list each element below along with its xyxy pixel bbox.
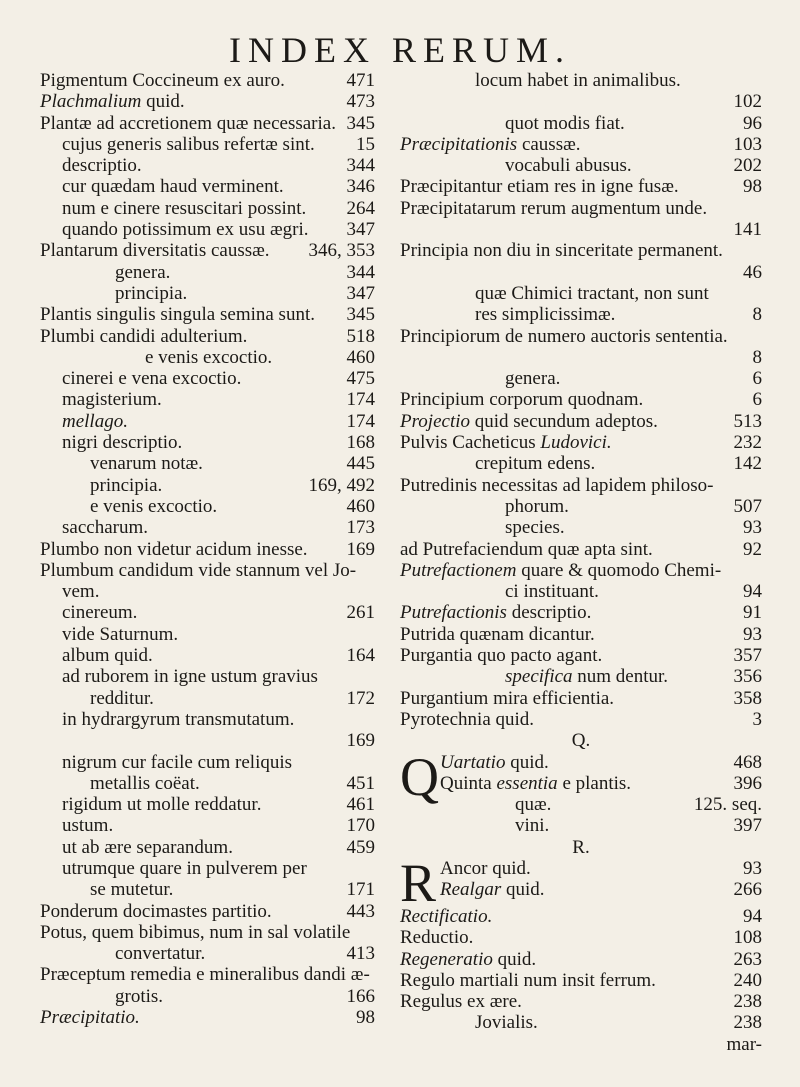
entry-page: 202 bbox=[733, 155, 762, 177]
entry-page: 142 bbox=[733, 453, 762, 475]
index-entry bbox=[400, 688, 762, 709]
entry-term: mellago. bbox=[62, 410, 128, 432]
entry-page: 347 bbox=[346, 219, 375, 241]
index-entry bbox=[40, 688, 375, 709]
index-entry bbox=[400, 368, 762, 389]
entry-term: Præcipitationis caussæ. bbox=[400, 133, 581, 155]
entry-term: venarum notæ. bbox=[90, 453, 203, 475]
entry-term: ad ruborem in igne ustum gravius bbox=[62, 666, 318, 688]
entry-page: 173 bbox=[346, 517, 375, 539]
entry-term: Jovialis. bbox=[475, 1012, 538, 1034]
section-q-lines bbox=[440, 752, 762, 837]
entry-page: 264 bbox=[346, 197, 375, 219]
index-entry bbox=[400, 970, 762, 991]
index-entry bbox=[400, 262, 762, 283]
entry-page: 46 bbox=[743, 261, 762, 283]
entry-term: genera. bbox=[505, 368, 561, 390]
section-q-block bbox=[400, 746, 762, 837]
index-entry bbox=[40, 624, 375, 645]
entry-term: quando potissimum ex usu ægri. bbox=[62, 219, 309, 241]
index-entry bbox=[40, 155, 375, 176]
index-entry bbox=[400, 219, 762, 240]
entry-term: Plumbum candidum vide stannum vel Jo- bbox=[40, 559, 357, 581]
right-column bbox=[400, 70, 762, 1055]
index-entry bbox=[400, 347, 762, 368]
index-entry bbox=[40, 922, 375, 943]
index-entry bbox=[40, 113, 375, 134]
index-entry bbox=[400, 475, 762, 496]
index-entry bbox=[440, 815, 762, 836]
index-entry bbox=[40, 602, 375, 623]
index-entry bbox=[40, 389, 375, 410]
entry-term: Regulus ex ære. bbox=[400, 991, 522, 1013]
entry-term: utrumque quare in pulverem per bbox=[62, 857, 307, 879]
index-entry bbox=[400, 949, 762, 970]
entry-term: Realgar quid. bbox=[440, 879, 545, 901]
entry-term: vide Saturnum. bbox=[62, 623, 179, 645]
entry-term: Putrida quænam dicantur. bbox=[400, 623, 595, 645]
entry-page: 168 bbox=[346, 432, 375, 454]
entry-page: 445 bbox=[346, 453, 375, 475]
entry-term: rigidum ut molle reddatur. bbox=[62, 794, 262, 816]
entry-page: 460 bbox=[346, 495, 375, 517]
section-r-lines bbox=[440, 858, 762, 901]
index-entry bbox=[40, 240, 375, 261]
entry-term: Plantarum diversitatis caussæ. bbox=[40, 240, 270, 262]
entry-page: 93 bbox=[743, 517, 762, 539]
left-column bbox=[40, 70, 375, 1028]
entry-term: e venis excoctio. bbox=[145, 346, 273, 368]
entry-term: redditur. bbox=[90, 687, 154, 709]
entry-page: 346, 353 bbox=[308, 240, 375, 262]
entry-term: species. bbox=[505, 517, 565, 539]
index-entry bbox=[40, 773, 375, 794]
entry-term: Præcipitantur etiam res in igne fusæ. bbox=[400, 176, 679, 198]
entry-term: principia. bbox=[115, 282, 188, 304]
entry-page: 356 bbox=[733, 666, 762, 688]
index-entry bbox=[40, 283, 375, 304]
entry-page: 397 bbox=[733, 815, 762, 837]
index-entry bbox=[400, 411, 762, 432]
index-entry bbox=[40, 496, 375, 517]
entry-page: 344 bbox=[346, 261, 375, 283]
index-entry bbox=[440, 879, 762, 900]
section-letter-q: Q. bbox=[571, 730, 591, 752]
entry-page: 166 bbox=[346, 985, 375, 1007]
index-entry bbox=[40, 560, 375, 581]
entry-term: num e cinere resuscitari possint. bbox=[62, 197, 307, 219]
entry-term: quot modis fiat. bbox=[505, 112, 625, 134]
index-entry bbox=[400, 389, 762, 410]
index-entry bbox=[40, 1007, 375, 1028]
entry-term: Uartatio quid. bbox=[440, 751, 549, 773]
index-entry bbox=[40, 943, 375, 964]
entry-term: Rectificatio. bbox=[400, 905, 493, 927]
entry-term: Regeneratio quid. bbox=[400, 948, 537, 970]
entry-term: saccharum. bbox=[62, 517, 148, 539]
entry-page: 98 bbox=[356, 1007, 375, 1029]
entry-page: 468 bbox=[733, 751, 762, 773]
index-entry bbox=[40, 304, 375, 325]
index-entry bbox=[40, 326, 375, 347]
entry-term: Ancor quid. bbox=[440, 857, 531, 879]
entry-term: Plantæ ad accretionem quæ necessaria. bbox=[40, 112, 336, 134]
entry-term: Purgantia quo pacto agant. bbox=[400, 645, 603, 667]
index-entry bbox=[40, 134, 375, 155]
entry-term: vem. bbox=[62, 581, 100, 603]
entry-term: Pyrotechnia quid. bbox=[400, 708, 535, 730]
index-entry bbox=[400, 517, 762, 538]
entry-page: 473 bbox=[346, 91, 375, 113]
index-entry bbox=[400, 666, 762, 687]
entry-term: metallis coëat. bbox=[90, 772, 200, 794]
entry-page: 266 bbox=[733, 879, 762, 901]
index-entry bbox=[40, 70, 375, 91]
index-entry bbox=[40, 794, 375, 815]
entry-term: phorum. bbox=[505, 495, 569, 517]
entry-term: Præcipitatio. bbox=[40, 1007, 140, 1029]
entry-term: e venis excoctio. bbox=[90, 495, 218, 517]
entry-page: 170 bbox=[346, 815, 375, 837]
index-entry bbox=[400, 304, 762, 325]
entry-page: 93 bbox=[743, 623, 762, 645]
index-entry bbox=[400, 283, 762, 304]
entry-page: 171 bbox=[346, 879, 375, 901]
entry-page: 238 bbox=[733, 991, 762, 1013]
entry-page: 344 bbox=[346, 155, 375, 177]
entry-page: 413 bbox=[346, 943, 375, 965]
entry-term: principia. bbox=[90, 474, 163, 496]
entry-term: Pigmentum Coccineum ex auro. bbox=[40, 70, 285, 91]
entry-page: 93 bbox=[743, 857, 762, 879]
entry-term: nigrum cur facile cum reliquis bbox=[62, 751, 293, 773]
entry-page: 169 bbox=[346, 538, 375, 560]
entry-page: 345 bbox=[346, 112, 375, 134]
entry-page: 443 bbox=[346, 900, 375, 922]
index-entry bbox=[400, 113, 762, 134]
index-entry bbox=[400, 240, 762, 261]
index-entry bbox=[40, 91, 375, 112]
index-entry bbox=[440, 752, 762, 773]
entry-term: Principia non diu in sinceritate permanent. bbox=[400, 240, 723, 262]
index-entry bbox=[440, 858, 762, 879]
index-entry bbox=[40, 432, 375, 453]
index-entry bbox=[40, 453, 375, 474]
entry-term: in hydrargyrum transmutatum. bbox=[62, 708, 295, 730]
catchword bbox=[400, 1034, 762, 1055]
index-entry bbox=[400, 927, 762, 948]
entry-term: Projectio quid secundum adeptos. bbox=[400, 410, 658, 432]
index-entry bbox=[40, 411, 375, 432]
entry-page: 172 bbox=[346, 687, 375, 709]
index-entry bbox=[40, 176, 375, 197]
entry-term: Plumbo non videtur acidum inesse. bbox=[40, 538, 308, 560]
index-entry bbox=[440, 773, 762, 794]
entry-term: Plachmalium quid. bbox=[40, 91, 185, 113]
entry-page: 94 bbox=[743, 581, 762, 603]
dropcap-q: Q bbox=[400, 746, 439, 807]
entry-term: specifica num dentur. bbox=[505, 666, 669, 688]
entry-page: 459 bbox=[346, 836, 375, 858]
index-entry bbox=[400, 453, 762, 474]
index-entry bbox=[40, 986, 375, 1007]
index-entry bbox=[40, 475, 375, 496]
index-entry bbox=[40, 666, 375, 687]
entry-page: 513 bbox=[733, 410, 762, 432]
entry-term: Putrefactionem quare & quomodo Chemi- bbox=[400, 559, 722, 581]
index-entry bbox=[40, 198, 375, 219]
index-entry bbox=[40, 645, 375, 666]
entry-page: 108 bbox=[733, 927, 762, 949]
entry-page: 358 bbox=[733, 687, 762, 709]
index-entry bbox=[40, 858, 375, 879]
entry-page: 518 bbox=[346, 325, 375, 347]
entry-page: 94 bbox=[743, 905, 762, 927]
entry-term: nigri descriptio. bbox=[62, 432, 183, 454]
entry-page: 96 bbox=[743, 112, 762, 134]
index-entry bbox=[40, 730, 375, 751]
entry-term: magisterium. bbox=[62, 389, 162, 411]
index-entry bbox=[400, 70, 762, 91]
entry-term: vini. bbox=[515, 815, 550, 837]
index-entry bbox=[400, 906, 762, 927]
index-entry bbox=[400, 326, 762, 347]
entry-page: 461 bbox=[346, 794, 375, 816]
page-title: INDEX RERUM. bbox=[229, 30, 571, 70]
entry-term: Regulo martiali num insit ferrum. bbox=[400, 969, 656, 991]
entry-page: 396 bbox=[733, 772, 762, 794]
index-entry bbox=[40, 581, 375, 602]
index-entry bbox=[40, 539, 375, 560]
index-entry bbox=[400, 432, 762, 453]
entry-term: descriptio. bbox=[62, 155, 142, 177]
entry-page: 507 bbox=[733, 495, 762, 517]
entry-page: 6 bbox=[752, 368, 762, 390]
entry-page: 98 bbox=[743, 176, 762, 198]
entry-term: Purgantium mira efficientia. bbox=[400, 687, 615, 709]
section-r-block bbox=[400, 852, 762, 913]
entry-term: Putredinis necessitas ad lapidem philoso- bbox=[400, 474, 714, 496]
entry-term: quæ. bbox=[515, 794, 552, 816]
index-entry bbox=[40, 262, 375, 283]
entry-page: 92 bbox=[743, 538, 762, 560]
entry-term: album quid. bbox=[62, 645, 153, 667]
index-entry bbox=[40, 752, 375, 773]
entry-page: 174 bbox=[346, 410, 375, 432]
index-entry bbox=[400, 155, 762, 176]
index-entry bbox=[40, 517, 375, 538]
entry-term: vocabuli abusus. bbox=[505, 155, 632, 177]
entry-term: cur quædam haud verminent. bbox=[62, 176, 284, 198]
entry-page: 169, 492 bbox=[308, 474, 375, 496]
entry-page: 102 bbox=[733, 91, 762, 113]
entry-term: cinereum. bbox=[62, 602, 138, 624]
entry-term: Præceptum remedia e mineralibus dandi æ- bbox=[40, 964, 370, 986]
entry-page: 240 bbox=[733, 969, 762, 991]
index-entry bbox=[40, 815, 375, 836]
index-entry bbox=[400, 581, 762, 602]
entry-term: Principiorum de numero auctoris sententia. bbox=[400, 325, 728, 347]
entry-page: 346 bbox=[346, 176, 375, 198]
section-letter-r: R. bbox=[572, 836, 590, 858]
index-entry bbox=[400, 91, 762, 112]
index-entry bbox=[400, 539, 762, 560]
entry-term: Pulvis Cacheticus Ludovici. bbox=[400, 432, 612, 454]
index-entry bbox=[40, 879, 375, 900]
index-entry bbox=[400, 496, 762, 517]
entry-page: 475 bbox=[346, 368, 375, 390]
entry-term: crepitum edens. bbox=[475, 453, 596, 475]
index-entry bbox=[400, 624, 762, 645]
entry-term: se mutetur. bbox=[90, 879, 174, 901]
entry-term: quæ Chimici tractant, non sunt bbox=[475, 282, 709, 304]
entry-page: 125. seq. bbox=[693, 794, 762, 816]
entry-term: grotis. bbox=[115, 985, 164, 1007]
entry-term: ci instituant. bbox=[505, 581, 599, 603]
index-entry bbox=[400, 134, 762, 155]
entry-page: 174 bbox=[346, 389, 375, 411]
entry-page: 451 bbox=[346, 772, 375, 794]
entry-page: 15 bbox=[356, 133, 375, 155]
entry-term: Plantis singulis singula semina sunt. bbox=[40, 304, 315, 326]
entry-page: 164 bbox=[346, 645, 375, 667]
entry-page: 103 bbox=[733, 133, 762, 155]
entry-term: Principium corporum quodnam. bbox=[400, 389, 644, 411]
entry-term: convertatur. bbox=[115, 943, 206, 965]
entry-term: res simplicissimæ. bbox=[475, 304, 616, 326]
entry-page: 345 bbox=[346, 304, 375, 326]
index-entry bbox=[400, 176, 762, 197]
entry-page: 347 bbox=[346, 282, 375, 304]
entry-page: 232 bbox=[733, 432, 762, 454]
index-entry bbox=[400, 709, 762, 730]
entry-page: 263 bbox=[733, 948, 762, 970]
entry-page: 6 bbox=[752, 389, 762, 411]
index-entry bbox=[400, 645, 762, 666]
entry-term: Potus, quem bibimus, num in sal volatile bbox=[40, 921, 351, 943]
index-entry bbox=[400, 602, 762, 623]
entry-term: Ponderum docimastes partitio. bbox=[40, 900, 272, 922]
index-entry bbox=[40, 901, 375, 922]
entry-page: 460 bbox=[346, 346, 375, 368]
index-entry bbox=[40, 709, 375, 730]
index-entry bbox=[40, 964, 375, 985]
entry-term: Putrefactionis descriptio. bbox=[400, 602, 592, 624]
index-entry bbox=[40, 837, 375, 858]
index-entry bbox=[440, 794, 762, 815]
entry-term: cinerei e vena excoctio. bbox=[62, 368, 242, 390]
entry-term: ustum. bbox=[62, 815, 114, 837]
entry-page: 169 bbox=[346, 730, 375, 752]
entry-term: ad Putrefaciendum quæ apta sint. bbox=[400, 538, 653, 560]
index-entry bbox=[40, 368, 375, 389]
index-entry bbox=[400, 198, 762, 219]
index-entry bbox=[400, 560, 762, 581]
entry-page: 8 bbox=[752, 346, 762, 368]
entry-page: 91 bbox=[743, 602, 762, 624]
entry-term: Reductio. bbox=[400, 927, 474, 949]
entry-term: Plumbi candidi adulterium. bbox=[40, 325, 248, 347]
entry-term: Præcipitatarum rerum augmentum unde. bbox=[400, 197, 708, 219]
entry-page: 471 bbox=[346, 70, 375, 91]
entry-term: cujus generis salibus refertæ sint. bbox=[62, 133, 315, 155]
entry-term: genera. bbox=[115, 261, 171, 283]
entry-page: 238 bbox=[733, 1012, 762, 1034]
entry-page: 3 bbox=[752, 708, 762, 730]
index-entry bbox=[400, 991, 762, 1012]
entry-page: 261 bbox=[346, 602, 375, 624]
index-entry bbox=[400, 1012, 762, 1033]
index-entry bbox=[40, 219, 375, 240]
entry-term: ut ab ære separandum. bbox=[62, 836, 233, 858]
dropcap-r: R bbox=[400, 852, 437, 913]
entry-page: 8 bbox=[752, 304, 762, 326]
entry-page: 141 bbox=[733, 219, 762, 241]
catchword-text: mar- bbox=[726, 1033, 762, 1055]
entry-page: 357 bbox=[733, 645, 762, 667]
entry-term: locum habet in animalibus. bbox=[475, 70, 681, 91]
index-entry bbox=[40, 347, 375, 368]
entry-term: Quinta essentia e plantis. bbox=[440, 772, 632, 794]
